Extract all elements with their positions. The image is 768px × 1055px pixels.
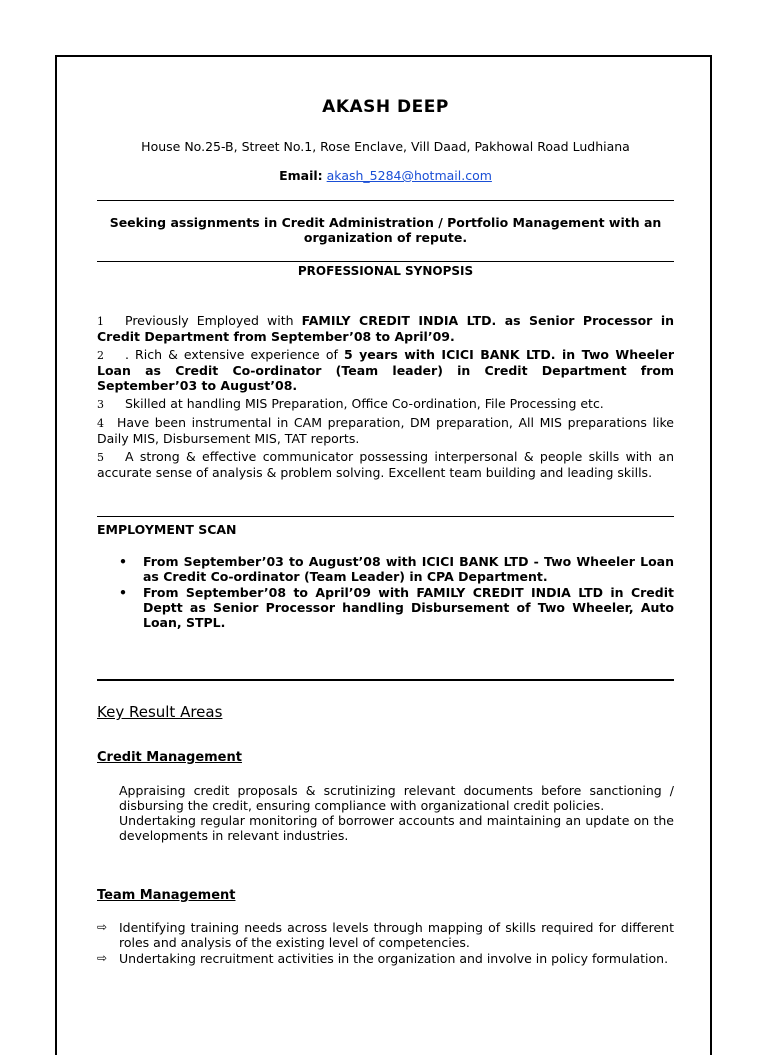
email-line [97,168,674,183]
synopsis-text: Skilled at handling MIS Preparation, Office Co-ordination, File Processing etc. [125,396,604,411]
divider [97,261,674,262]
synopsis-item [97,415,674,446]
credit-management-heading: Credit Management [97,750,242,765]
email-link[interactable]: akash_5284@hotmail.com [326,168,492,183]
employment-text: From September’08 to April’09 with FAMILY CREDIT INDIA LTD in Credit Deptt as Senior Processor handling Disbursement of Two Wheeler, Auto Loan, STPL. [143,585,674,630]
bullet-icon: • [119,554,127,569]
candidate-name: AKASH DEEP [322,97,449,117]
team-item [97,920,674,950]
synopsis-text: Have been instrumental in CAM preparation, DM preparation, All MIS preparations like Daily MIS, Disbursement MIS, TAT reports. [97,415,674,446]
employment-text: From September’03 to August’08 with ICICI BANK LTD - Two Wheeler Loan as Credit Co-ordinator (Team Leader) in CPA Department. [143,554,674,584]
resume-page [55,55,712,1055]
synopsis-bold-text: FAMILY CREDIT INDIA LTD. as Senior Processor in Credit Department from September’08 to April’09. [97,313,674,344]
credit-line: Undertaking regular monitoring of borrower accounts and maintaining an update on the developments in relevant industries. [119,813,674,843]
divider [97,516,674,517]
synopsis-number: 1 [97,315,104,328]
career-objective: Seeking assignments in Credit Administration / Portfolio Management with an organization of repute. [109,215,662,245]
synopsis-number: 3 [97,398,104,411]
team-text: Identifying training needs across levels through mapping of skills required for different roles and analysis of the existing level of competencies. [119,920,674,950]
bullet-icon: • [119,585,127,600]
divider [97,200,674,201]
synopsis-item [97,396,674,412]
synopsis-item [97,347,674,393]
synopsis-text: Previously Employed with [125,313,302,328]
employment-item [119,554,674,584]
synopsis-number: 4 [97,417,104,430]
divider [97,679,674,681]
credit-management-text [119,783,674,843]
synopsis-text: A strong & effective communicator possessing interpersonal & people skills with an accurate sense of analysis & problem solving. Excellent team building and leading skills. [97,449,674,480]
synopsis-bold-text: 5 years with ICICI BANK LTD. in Two Wheeler Loan as Credit Co-ordinator (Team leader) in Credit Department from September’03 to August’08. [97,347,674,393]
credit-line: Appraising credit proposals & scrutinizing relevant documents before sanctioning / disbursing the credit, ensuring compliance with organizational credit policies. [119,783,674,813]
employment-heading: EMPLOYMENT SCAN [97,522,237,537]
email-label: Email: [279,168,323,183]
team-management-list [97,920,674,967]
team-item [97,951,674,966]
synopsis-heading: PROFESSIONAL SYNOPSIS [297,264,474,278]
employment-list [97,554,674,631]
employment-item [119,585,674,630]
key-result-areas-heading: Key Result Areas [97,703,223,721]
synopsis-text: . Rich & extensive experience of [125,347,344,362]
synopsis-number: 5 [97,451,104,464]
team-text: Undertaking recruitment activities in the organization and involve in policy formulation. [119,951,669,966]
arrow-right-icon: ⇨ [97,920,108,934]
synopsis-number: 2 [97,349,104,362]
synopsis-item [97,449,674,480]
arrow-right-icon: ⇨ [97,951,108,965]
team-management-heading: Team Management [97,888,236,903]
synopsis-item [97,313,674,344]
candidate-address: House No.25-B, Street No.1, Rose Enclave, Vill Daad, Pakhowal Road Ludhiana [141,139,630,154]
